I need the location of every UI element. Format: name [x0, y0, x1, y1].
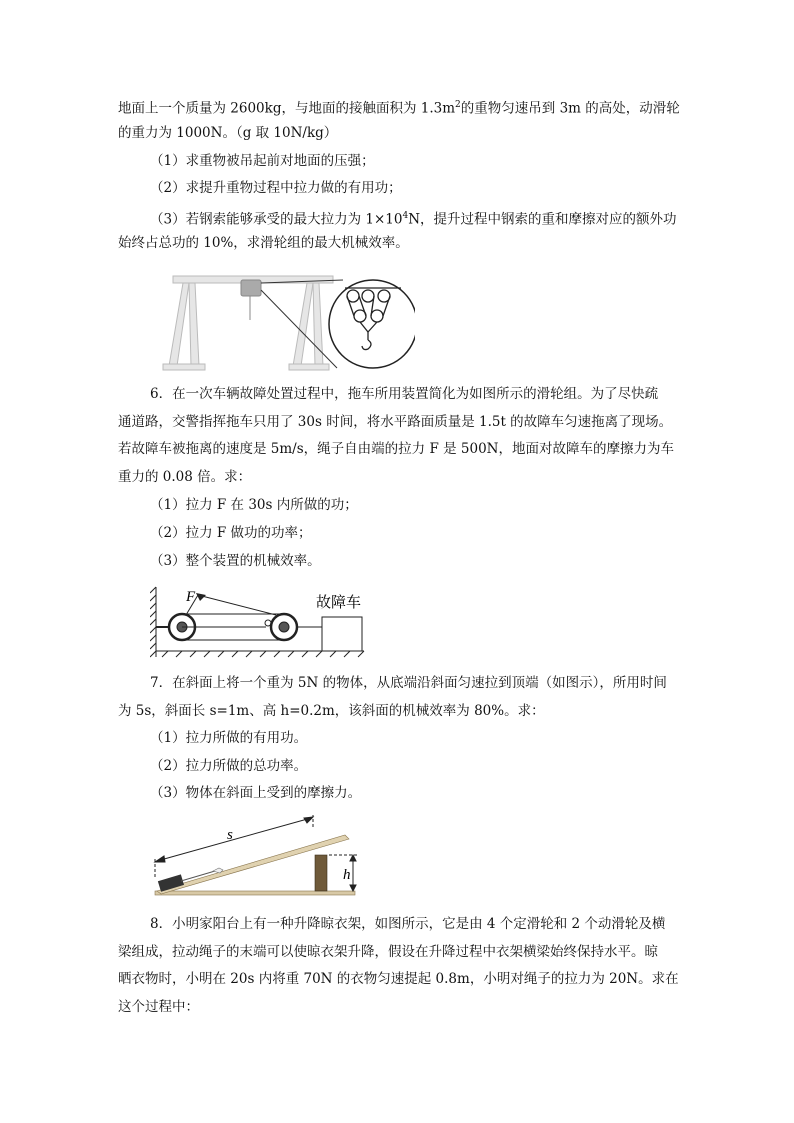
crane-right-leg-a: [293, 283, 313, 366]
p6-question-3: （3）整个装置的机械效率。: [150, 553, 321, 569]
broken-car-block: [322, 617, 362, 651]
p8-line-2: 梁组成，拉动绳子的末端可以使晾衣架升降，假设在升降过程中衣架横梁始终保持水平。晾: [118, 944, 658, 960]
wall-hatch: [150, 587, 156, 657]
crane-right-leg-b: [313, 283, 323, 366]
p5-line-1: 地面上一个质量为 2600kg，与地面的接触面积为 $1.3m^2$的重物匀速吊到 3m 的高处，动滑轮: [118, 100, 680, 117]
p7-question-2: （2）拉力所做的总功率。: [150, 758, 308, 774]
p5-question-2: （2）求提升重物过程中拉力做的有用功；: [150, 180, 402, 196]
force-label: F: [186, 589, 196, 605]
p6-question-1: （1）拉力 F 在 30s 内所做的功；: [150, 497, 358, 513]
p6-line-3: 若故障车被拖离的速度是 5m/s，绳子自由端的拉力 F 是 500N，地面对故障车的摩擦力为车: [118, 441, 674, 457]
p8-line-1: 8．小明家阳台上有一种升降晾衣架，如图所示，它是由 4 个定滑轮和 2 个动滑轮及横: [150, 916, 666, 932]
p7-line-2: 为 5s，斜面长 s=1m、高 h=0.2m，该斜面的机械效率为 80%。求：: [118, 703, 545, 719]
p5-question-3-line-2: 始终占总功的 10%，求滑轮组的最大机械效率。: [118, 235, 409, 251]
p7-question-1: （1）拉力所做的有用功。: [150, 730, 308, 746]
crane-left-leg-a: [169, 283, 189, 366]
tow-pulley-figure: [150, 583, 380, 663]
p6-question-2: （2）拉力 F 做功的功率；: [150, 525, 312, 541]
incline-figure: [145, 815, 375, 900]
p6-line-4: 重力的 0.08 倍。求：: [118, 469, 252, 485]
ground-hatch: [156, 651, 364, 657]
p8-line-4: 这个过程中：: [118, 999, 199, 1015]
p7-question-3: （3）物体在斜面上受到的摩擦力。: [150, 785, 362, 801]
support-block: [315, 855, 327, 891]
p8-line-3: 晒衣物时，小明在 20s 内将重 70N 的衣物匀速提起 0.8m，小明对绳子的拉力为 20N。求在: [118, 971, 679, 987]
crane-left-base: [163, 364, 205, 370]
gantry-crane-figure: [155, 268, 415, 388]
ground-board: [155, 891, 355, 895]
p5-question-1: （1）求重物被吊起前对地面的压强；: [150, 153, 375, 169]
crane-right-base: [289, 364, 329, 370]
broken-car-label: 故障车: [316, 593, 362, 611]
crane-left-leg-b: [189, 283, 199, 366]
p6-line-2: 通道路，交警指挥拖车只用了 30s 时间，将水平路面质量是 1.5t 的故障车匀速拖离了现场。: [118, 414, 673, 430]
height-label: h: [343, 867, 351, 883]
length-label: s: [227, 827, 233, 843]
p5-line-2: 的重力为 1000N。（g 取 10N/kg）: [118, 125, 338, 141]
pulley-detail-circle: [329, 280, 415, 368]
p5-question-3: （3）若钢索能够承受的最大拉力为 $1\times 10^4N$，提升过程中钢索的重和摩擦对应的额外功: [150, 211, 677, 228]
crane-hoist: [241, 280, 261, 296]
p7-line-1: 7．在斜面上将一个重为 5N 的物体，从底端沿斜面匀速拉到顶端（如图示），所用时间: [150, 675, 667, 691]
p6-line-1: 6．在一次车辆故障处置过程中，拖车所用装置简化为如图所示的滑轮组。为了尽快疏: [150, 386, 659, 402]
